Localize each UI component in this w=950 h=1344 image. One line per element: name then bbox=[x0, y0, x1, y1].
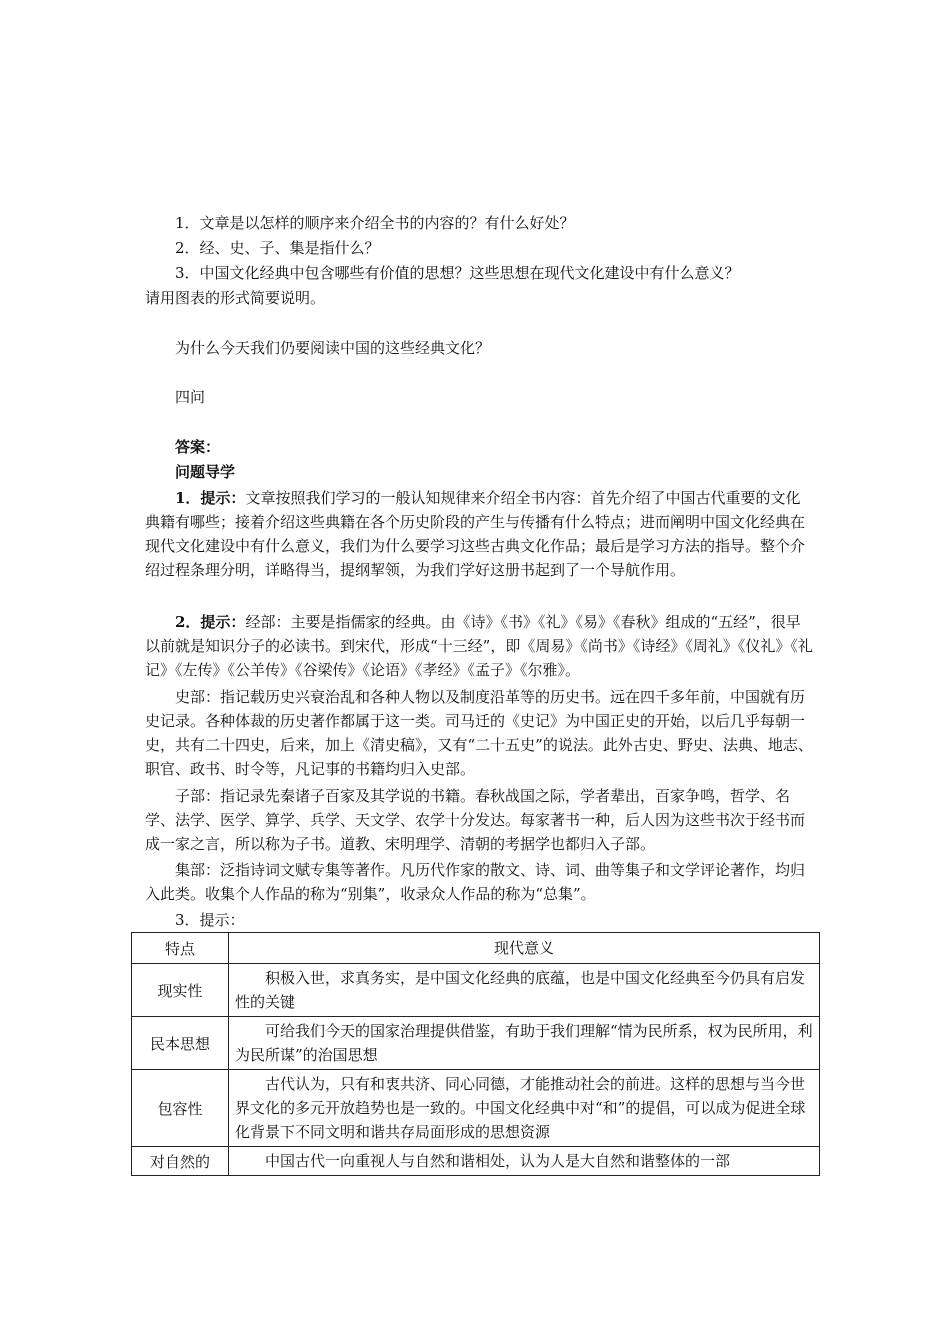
answer-1 bbox=[145, 486, 815, 582]
section-title: 四问 bbox=[175, 388, 206, 406]
answer-2-label: 2．提示： bbox=[175, 613, 246, 631]
answer-2-zi: 子部：指记录先秦诸子百家及其学说的书籍。春秋战国之际，学者辈出，百家争鸣，哲学、名学、法学、医学、算学、兵学、天文学、农学十分发达。每家著书一种，后人因为这些书次于经书而成一家之言，所以称为子书。道教、宋明理学、清朝的考据学也都归入子部。 bbox=[145, 787, 806, 853]
table-header-row bbox=[132, 933, 820, 964]
row-meaning: 中国古代一向重视人与自然和谐相处，认为人是大自然和谐整体的一部 bbox=[229, 1147, 820, 1176]
row-feature: 对自然的 bbox=[132, 1147, 229, 1176]
header-meaning: 现代意义 bbox=[229, 933, 820, 964]
question-4: 为什么今天我们仍要阅读中国的这些经典文化？ bbox=[175, 339, 491, 357]
answer-3-label: 3．提示： bbox=[175, 911, 245, 929]
table-row bbox=[132, 1147, 820, 1176]
table-row bbox=[132, 964, 820, 1017]
header-feature: 特点 bbox=[132, 933, 229, 964]
answer-2-ji: 集部：泛指诗词文赋专集等著作。凡历代作家的散文、诗、词、曲等集子和文学评论著作，均归入此类。收集个人作品的称为“别集”，收录众人作品的称为“总集”。 bbox=[145, 861, 806, 903]
row-meaning: 可给我们今天的国家治理提供借鉴，有助于我们理解“情为民所系，权为民所用，利为民所谋”的治国思想 bbox=[229, 1017, 820, 1070]
answer-2-shi: 史部：指记载历史兴衰治乱和各种人物以及制度沿革等的历史书。远在四千多年前，中国就有历史记录。各种体裁的历史著作都属于这一类。司马迁的《史记》为中国正史的开始，以后几乎每朝一史，共有二十四史，后来，加上《清史稿》，又有“二十五史”的说法。此外古史、野史、法典、地志、职官、政书、时令等，凡记事的书籍均归入史部。 bbox=[145, 688, 813, 778]
row-feature: 包容性 bbox=[132, 1070, 229, 1147]
answer-2-jing-text: 经部：主要是指儒家的经典。由《诗》《书》《礼》《易》《春秋》组成的“五经”，很早以前就是知识分子的必读书。到宋代，形成“十三经”，即《周易》《尚书》《诗经》《周礼》《仪礼》《礼记》《左传》《公羊传》《谷梁传》《论语》《孝经》《孟子》《尔雅》。 bbox=[145, 613, 813, 679]
answer-2-jing bbox=[145, 610, 815, 682]
meaning-table bbox=[131, 932, 820, 1176]
question-1: 1．文章是以怎样的顺序来介绍全书的内容的？有什么好处？ bbox=[175, 214, 575, 232]
question-3-line-1: 3．中国文化经典中包含哪些有价值的思想？这些思想在现代文化建设中有什么意义？ bbox=[175, 264, 740, 282]
row-feature: 现实性 bbox=[132, 964, 229, 1017]
question-3-line-2: 请用图表的形式简要说明。 bbox=[145, 289, 326, 307]
table-row bbox=[132, 1070, 820, 1147]
answers-heading: 答案： bbox=[175, 438, 221, 456]
row-meaning: 古代认为，只有和衷共济、同心同德，才能推动社会的前进。这样的思想与当今世界文化的多元开放趋势也是一致的。中国文化经典中对“和”的提倡，可以成为促进全球化背景下不同文明和谐共存局面形成的思想资源 bbox=[229, 1070, 820, 1147]
answers-subheading: 问题导学 bbox=[175, 463, 236, 481]
table-row bbox=[132, 1017, 820, 1070]
row-feature: 民本思想 bbox=[132, 1017, 229, 1070]
answer-1-label: 1．提示： bbox=[175, 489, 246, 507]
row-meaning: 积极入世，求真务实，是中国文化经典的底蕴，也是中国文化经典至今仍具有启发性的关键 bbox=[229, 964, 820, 1017]
question-2: 2．经、史、子、集是指什么？ bbox=[175, 239, 380, 257]
answer-1-text: 文章按照我们学习的一般认知规律来介绍全书内容：首先介绍了中国古代重要的文化典籍有哪些；接着介绍这些典籍在各个历史阶段的产生与传播有什么特点；进而阐明中国文化经典在现代文化建设中有什么意义，我们为什么要学习这些古典文化作品；最后是学习方法的指导。整个介绍过程条理分明，详略得当，提纲挈领，为我们学好这册书起到了一个导航作用。 bbox=[145, 489, 806, 579]
